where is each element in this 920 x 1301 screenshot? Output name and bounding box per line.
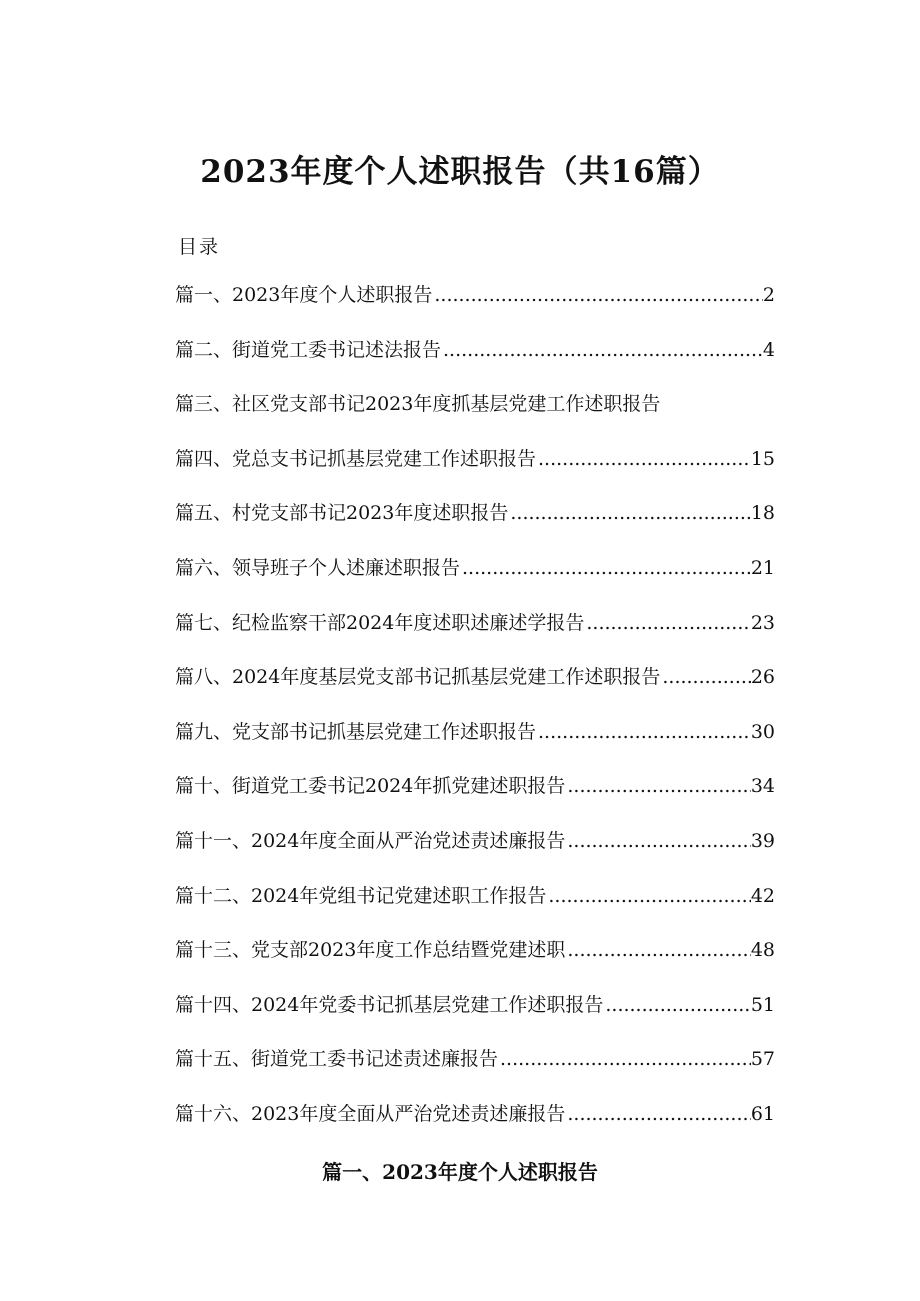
toc-dot-leader	[538, 448, 751, 470]
toc-item[interactable]	[175, 498, 775, 553]
toc-dot-leader	[567, 830, 750, 852]
toc-dot-leader	[586, 612, 750, 634]
toc-item-label: 篇十五、街道党工委书记述责述廉报告	[175, 1048, 499, 1071]
toc-page-number: 21	[750, 556, 775, 579]
section-heading: 篇一、2023年度个人述职报告	[322, 1160, 598, 1184]
toc-item[interactable]	[175, 935, 775, 990]
toc-item[interactable]	[175, 881, 775, 936]
toc-page-number: 39	[750, 829, 775, 852]
toc-item-label: 篇五、村党支部书记2023年度述职报告	[175, 502, 509, 525]
toc-dot-leader	[434, 284, 763, 306]
toc-item-label: 篇三、社区党支部书记2023年度抓基层党建工作述职报告	[175, 393, 661, 416]
toc-item-label: 篇十二、2024年党组书记党建述职工作报告	[175, 884, 547, 907]
document-title: 2023年度个人述职报告（共16篇）	[200, 154, 720, 190]
toc-page-number: 61	[750, 1102, 775, 1125]
toc-item-label: 篇一、2023年度个人述职报告	[175, 284, 433, 306]
toc-item-label: 篇七、纪检监察干部2024年度述职述廉述学报告	[175, 611, 585, 634]
toc-item[interactable]	[175, 280, 775, 335]
toc-dot-leader	[567, 1103, 750, 1125]
toc-page-number: 42	[750, 884, 775, 907]
toc-item[interactable]	[175, 1044, 775, 1099]
toc-heading: 目录	[178, 236, 221, 258]
toc-item[interactable]	[175, 335, 775, 390]
toc-item-label: 篇六、领导班子个人述廉述职报告	[175, 556, 461, 579]
toc-item-label: 篇十、街道党工委书记2024年抓党建述职报告	[175, 775, 566, 798]
toc-dot-leader	[567, 939, 750, 961]
toc-item-label: 篇十四、2024年党委书记抓基层党建工作述职报告	[175, 993, 604, 1016]
toc-item[interactable]	[175, 826, 775, 881]
toc-dot-leader	[662, 666, 750, 688]
toc-page-number: 4	[762, 338, 775, 361]
toc-dot-leader	[510, 502, 750, 524]
toc-item-label: 篇二、街道党工委书记述法报告	[175, 338, 442, 361]
toc-item[interactable]	[175, 389, 775, 444]
toc-item-label: 篇十三、党支部2023年度工作总结暨党建述职	[175, 939, 566, 962]
toc-page-number: 57	[750, 1048, 775, 1071]
toc-item-label: 篇四、党总支书记抓基层党建工作述职报告	[175, 447, 537, 470]
toc-page-number: 30	[750, 720, 775, 743]
toc-page-number: 23	[750, 611, 775, 634]
toc-item[interactable]	[175, 444, 775, 499]
toc-item[interactable]	[175, 553, 775, 608]
toc-item[interactable]	[175, 608, 775, 663]
toc-item-label: 篇八、2024年度基层党支部书记抓基层党建工作述职报告	[175, 666, 661, 689]
toc-dot-leader	[500, 1048, 751, 1070]
toc-page-number: 15	[750, 447, 775, 470]
toc-item-label: 篇十一、2024年度全面从严治党述责述廉报告	[175, 829, 566, 852]
toc-page-number: 48	[750, 939, 775, 962]
toc-page-number: 34	[750, 775, 775, 798]
toc-dot-leader	[538, 721, 751, 743]
toc-item[interactable]	[175, 990, 775, 1045]
toc-dot-leader	[462, 557, 751, 579]
toc-dot-leader	[567, 775, 750, 797]
toc-page-number: 2	[762, 284, 775, 306]
toc-page-number: 51	[750, 993, 775, 1016]
toc-item[interactable]	[175, 771, 775, 826]
toc-item-label: 篇九、党支部书记抓基层党建工作述职报告	[175, 720, 537, 743]
toc-dot-leader	[443, 339, 763, 361]
toc-page-number: 18	[750, 502, 775, 525]
toc-dot-leader	[548, 885, 750, 907]
table-of-contents	[175, 280, 775, 1154]
toc-item[interactable]	[175, 717, 775, 772]
toc-item[interactable]	[175, 1099, 775, 1154]
toc-item-label: 篇十六、2023年度全面从严治党述责述廉报告	[175, 1102, 566, 1125]
toc-page-number: 26	[750, 666, 775, 689]
toc-dot-leader	[605, 994, 750, 1016]
toc-item[interactable]	[175, 662, 775, 717]
